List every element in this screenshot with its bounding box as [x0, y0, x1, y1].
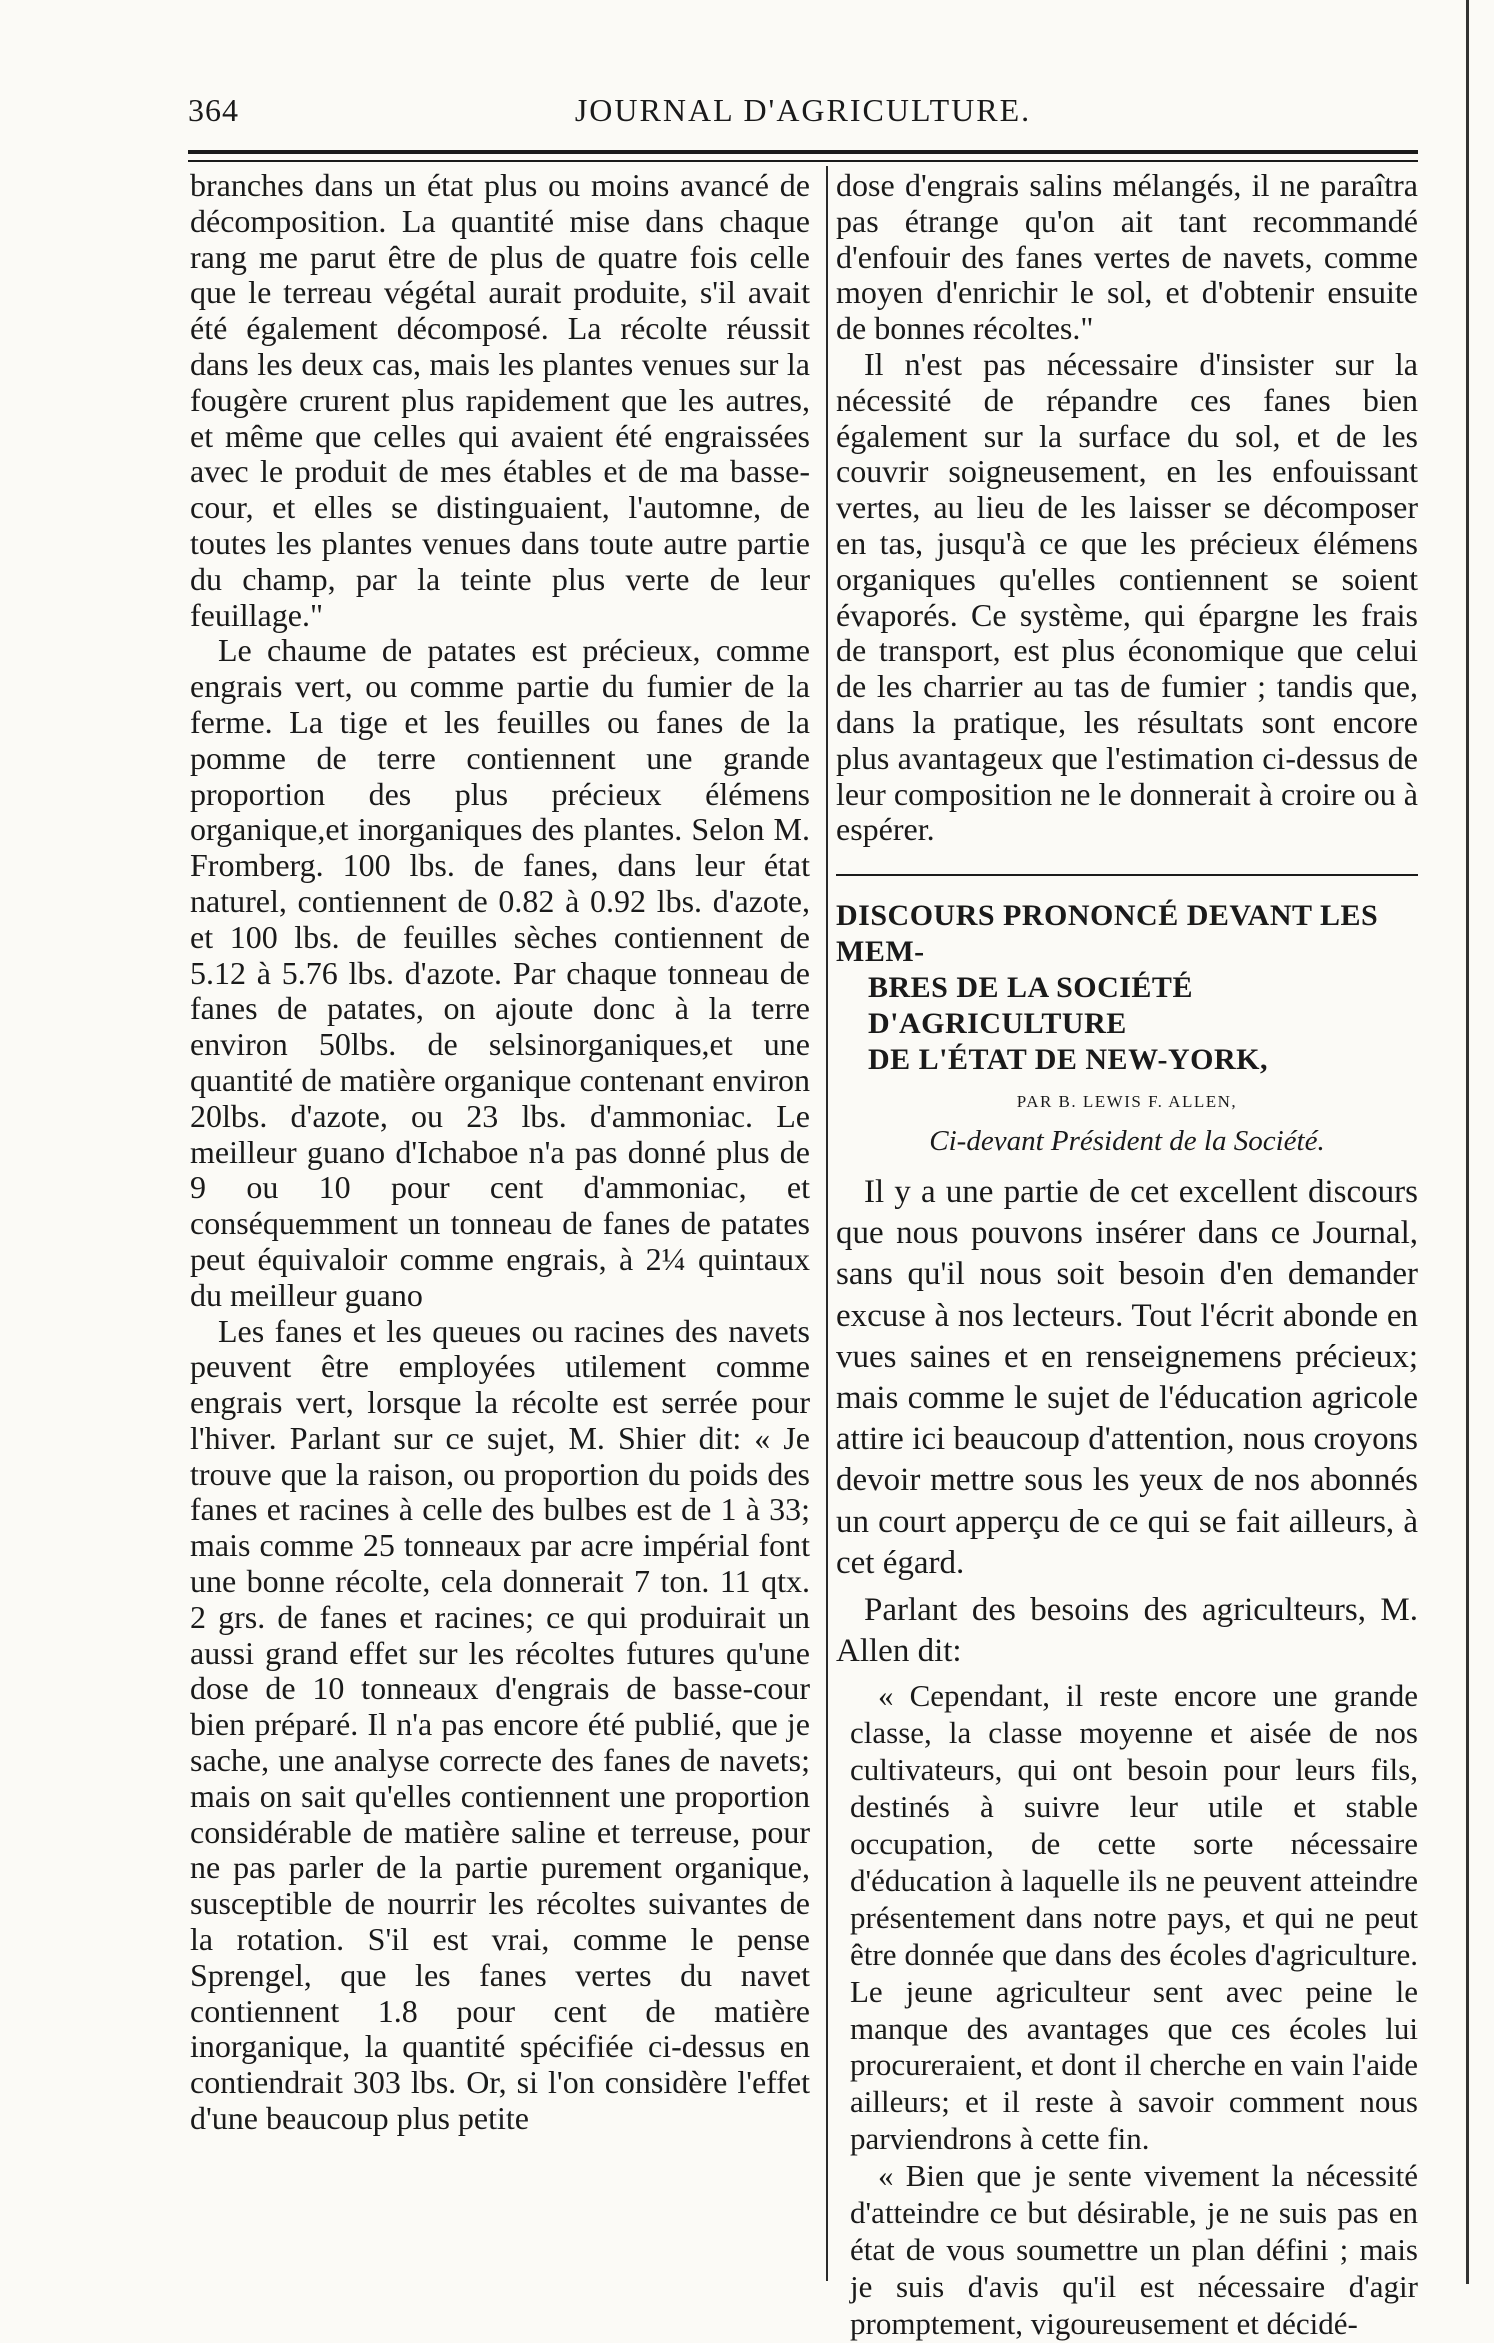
intro-paragraph-2: Parlant des besoins des agriculteurs, M. Allen dit: [836, 1591, 1418, 1670]
running-head [188, 92, 1418, 132]
left-paragraph-3: Les fanes et les queues ou racines des navets peuvent être employées utilement comme engrais vert, lorsque la récolte est serrée pour l'hiver. Parlant sur ce sujet, M. Shier dit: « Je trouve que la raison, ou proportion du poids des fanes et racines à celle des bulbes est de 1 à 33; mais comme 25 tonneaux par acre impérial font une bonne récolte, cela donnerait 7 ton. 11 qtx. 2 grs. de fanes et racines; ce qui produirait un aussi grand effet sur les récoltes futures qu'une dose de 10 tonneaux d'engrais de basse-cour bien préparé. Il n'a pas encore été publié, que je sache, une analyse correcte des fanes de navets; mais on sait qu'elles contiennent une proportion considérable de matière saline et terreuse, pour ne pas parler de la partie purement organique, susceptible de nourrir les récoltes suivantes de la rotation. S'il est vrai, comme le pense Sprengel, que les fanes vertes du navet contiennent 1.8 pour cent de matière inorganique, la quantité spécifiée ci-dessus en contiendrait 303 lbs. Or, si l'on considère l'effet d'une beaucoup plus petite [190, 1312, 810, 2137]
header-rule-thin [188, 160, 1418, 162]
quote-paragraph-2: « Bien que je sente vivement la nécessité d'atteindre ce but désirable, je ne suis pas en état de vous soumettre un plan défini ; mais je suis d'avis qu'il est nécessaire d'agir promptement, vigoureusement et décidé- [850, 2158, 1418, 2341]
article-heading [836, 898, 1418, 1078]
section-divider [836, 874, 1418, 876]
right-paragraph-1: dose d'engrais salins mélangés, il ne paraîtra pas étrange qu'on ait tant recommandé d'enfouir des fanes vertes de navets, comme moyen d'enrichir le sol, et d'obtenir ensuite de bonnes récoltes." [836, 167, 1418, 347]
article-heading-line-1: DISCOURS PRONONCÉ DEVANT LES MEM- [836, 899, 1379, 969]
article-byline: PAR B. LEWIS F. ALLEN, [1016, 1092, 1238, 1112]
left-paragraph-1: branches dans un état plus ou moins avancé de décomposition. La quantité mise dans chaque rang me parut être de plus de quatre fois celle que le terreau végétal aurait produite, s'il avait été également décomposé. La récolte réussit dans les deux cas, mais les plantes venues sur la fougère crurent plus rapidement que les autres, et même que celles qui avaient été engraissées avec le produit de mes étables et de ma basse-cour, et elles se distinguaient, l'automne, de toutes les plantes venues dans toute autre partie du champ, par la teinte plus verte de leur feuillage." [190, 167, 810, 633]
quote-paragraph-1: « Cependant, il reste encore une grande classe, la classe moyenne et aisée de nos cultivateurs, qui ont besoin pour leurs fils, destinés à suivre leur utile et stable occupation, de cette sorte nécessaire d'éducation à laquelle ils ne peuvent atteindre présentement dans notre pays, et qui ne peut être donnée que dans des écoles d'agriculture. Le jeune agriculteur sent avec peine le manque des avantages que ces écoles lui procureraient, et dont il cherche en vain l'aide ailleurs; et il reste à savoir comment nous parviendrons à cette fin. [850, 1678, 1418, 2157]
article-heading-line-2: BRES DE LA SOCIÉTÉ D'AGRICULTURE [868, 971, 1193, 1041]
left-paragraph-2: Le chaume de patates est précieux, comme engrais vert, ou comme partie du fumier de la ferme. La tige et les feuilles ou fanes de la pomme de terre contiennent une grande proportion des plus précieux élémens organique,et inorganiques des plantes. Selon M. Fromberg. 100 lbs. de fanes, dans leur état naturel, contiennent de 0.82 à 0.92 lbs. d'azote, et 100 lbs. de feuilles sèches contiennent de 5.12 à 5.76 lbs. d'azote. Par chaque tonneau de fanes de patates, on ajoute donc à la terre environ 50lbs. de selsinorganiques,et une quantité de matière organique contenant environ 20lbs. d'azote, ou 23 lbs. d'ammoniac. Le meilleur guano d'Ichaboe n'a pas donné plus de 9 ou 10 pour cent d'ammoniac, et conséquemment un tonneau de fanes de patates peut équivaloir comme engrais, à 2¼ quintaux du meilleur guano [190, 632, 810, 1313]
page-edge-line [1466, 0, 1469, 2284]
right-column [836, 168, 1418, 2343]
page-number: 364 [188, 92, 239, 128]
column-divider [826, 166, 828, 2281]
journal-title: JOURNAL D'AGRICULTURE. [574, 92, 1032, 128]
right-paragraph-2: Il n'est pas nécessaire d'insister sur la nécessité de répandre ces fanes bien également sur la surface du sol, et de les couvrir soigneusement, en les enfouissant vertes, au lieu de les laisser se décomposer en tas, jusqu'à ce que les précieux élémens organiques qu'elles contiennent se soient évaporés. Ce système, qui épargne les frais de transport, est plus économique que celui de les charrier au tas de fumier ; tandis que, dans la pratique, les résultats sont encore plus avantageux que l'estimation ci-dessus de leur composition ne le donnerait à croire ou à espérer. [836, 345, 1418, 848]
left-column [190, 168, 810, 2137]
article-byline-role: Ci-devant Président de la Société. [929, 1124, 1325, 1157]
article-heading-line-3: DE L'ÉTAT DE NEW-YORK, [868, 1043, 1268, 1077]
intro-paragraph-1: Il y a une partie de cet excellent discours que nous pouvons insérer dans ce Journal, sans qu'il nous soit besoin d'en demander excuse à nos lecteurs. Tout l'écrit abonde en vues saines et en renseignemens précieux; mais comme le sujet de l'éducation agricole attire ici beaucoup d'attention, nous croyons devoir mettre sous les yeux de nos abonnés un court apperçu de ce qui se fait ailleurs, à cet égard. [836, 1173, 1418, 1581]
header-rule-thick [188, 150, 1418, 154]
